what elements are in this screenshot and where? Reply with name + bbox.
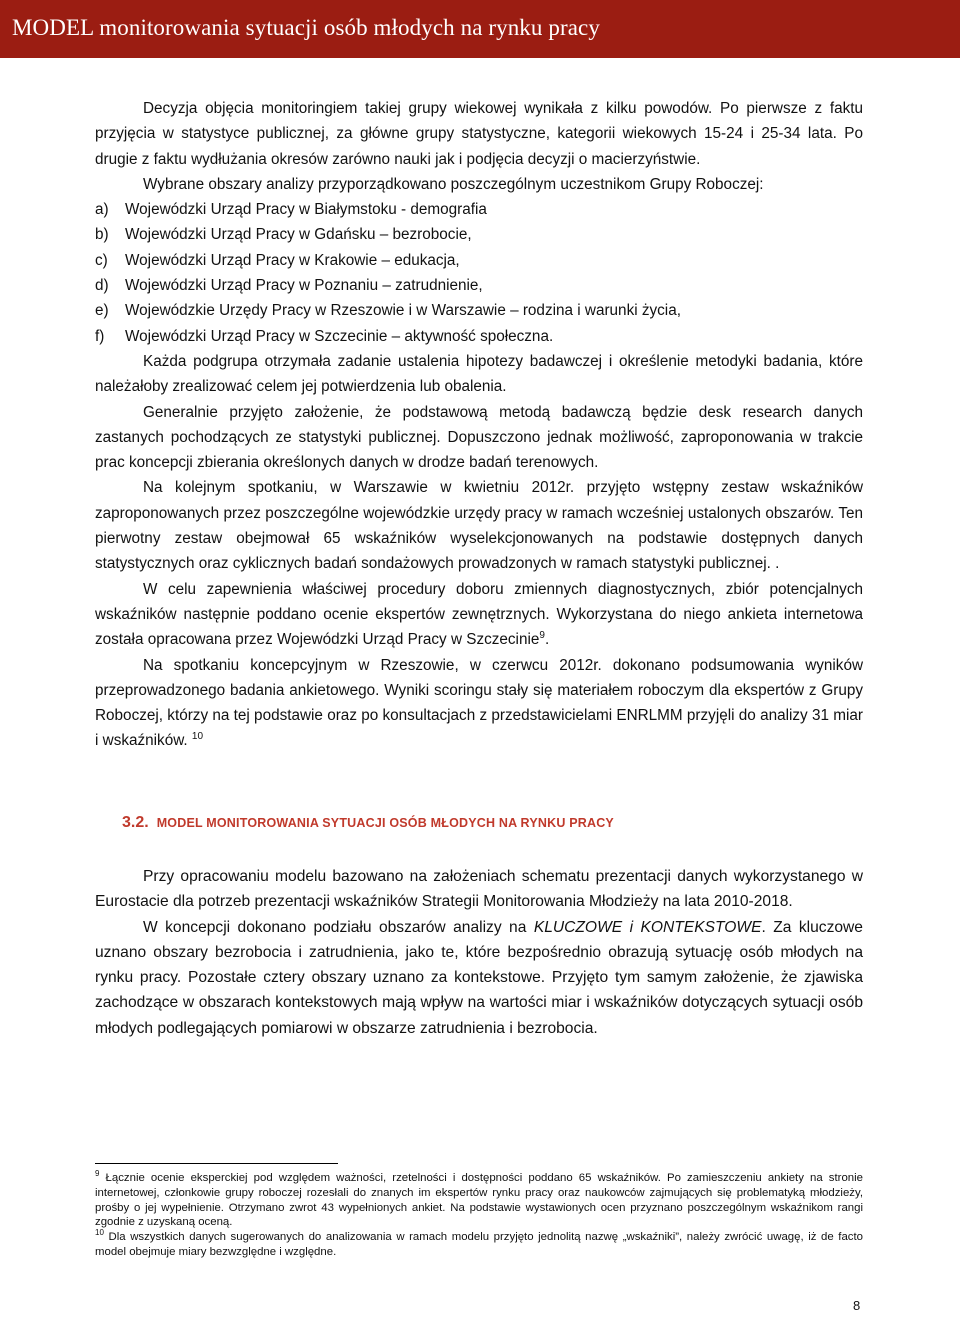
list-item-text: Wojewódzki Urząd Pracy w Poznaniu – zatrudnienie, xyxy=(125,277,483,295)
main-content xyxy=(95,96,863,754)
list-item-letter: a) xyxy=(95,201,109,219)
paragraph-expert-evaluation-text: W celu zapewnienia właściwej procedury doboru zmiennych diagnostycznych, zbiór potencjalnych wskaźników następnie poddano ocenie ekspertów zewnętrznych. Wykorzystana do niego ankieta internetowa została opracowana przez Wojewódzki Urząd Pracy w Szczecinie xyxy=(95,580,863,649)
footnote-number: 9 xyxy=(95,1169,100,1179)
paragraph-areas-end: . Za kluczowe uznano obszary bezrobocia i zatrudnienia, jako te, które bezpośrednio obrazują sytuację osób młodych na rynku pracy. Pozostałe cztery obszary uznano za kontekstowe. Przyjęto tym samym założenie, że zjawiska zachodzące w obszarach kontekstowych mają wpływ na wartości miar i wskaźników dotyczących sytuacji osób młodych podlegających pomiarowi w obszarze zatrudnienia i bezrobocia. xyxy=(95,918,863,1037)
keyword-kontekstowe: KONTEKSTOWE xyxy=(640,918,762,936)
keyword-kluczowe: KLUCZOWE xyxy=(533,918,623,936)
footnote-number: 10 xyxy=(95,1228,104,1238)
assignment-list xyxy=(95,197,863,349)
list-item-letter: e) xyxy=(95,302,109,320)
paragraph-eurostat: Przy opracowaniu modelu bazowano na założeniach schematu prezentacji danych wykorzystanego w Eurostacie dla potrzeb prezentacji wskaźników Strategii Monitorowania Młodzieży na lata 2010-2018. xyxy=(95,868,863,911)
list-item-letter: f) xyxy=(95,327,105,345)
footnote-9 xyxy=(95,1171,863,1230)
list-item xyxy=(95,273,863,298)
list-item xyxy=(95,197,863,222)
paragraph-desk-research: Generalnie przyjęto założenie, że podstawową metodą badawczą będzie desk research danych zastanych pochodzących ze statystyki publicznej. Dopuszczono jednak możliwość, zaproponowania w trakcie prac koncepcji zbierania określonych danych w drodze badań terenowych. xyxy=(95,403,863,472)
section-content xyxy=(95,864,863,1041)
section-heading xyxy=(122,814,614,832)
paragraph-intro-2: Wybrane obszary analizy przyporządkowano poszczególnym uczestnikom Grupy Roboczej: xyxy=(143,175,764,193)
list-item-text: Wojewódzki Urząd Pracy w Krakowie – edukacja, xyxy=(125,251,460,269)
list-item-letter: d) xyxy=(95,277,109,295)
footnote-text: Dla wszystkich danych sugerowanych do analizowania w ramach modelu przyjęto jednolitą nazwę „wskaźniki”, należy zwrócić uwagę, iż de facto model obejmuje miary bezwzględne i względne. xyxy=(95,1231,863,1258)
section-number: 3.2. xyxy=(122,814,149,831)
paragraph-expert-evaluation xyxy=(95,577,863,653)
header-bar xyxy=(0,0,960,58)
page-number: 8 xyxy=(853,1298,861,1313)
paragraph-hypothesis: Każda podgrupa otrzymała zadanie ustalenia hipotezy badawczej i określenie metodyki badania, które należałoby zrealizować celem jej potwierdzenia lub obalenia. xyxy=(95,352,863,396)
paragraph-intro-1: Decyzja objęcia monitoringiem takiej grupy wiekowej wynikała z kilku powodów. Po pierwsze z faktu przyjęcia w statystyce publicznej, za główne grupy statystyczne, kategorii wiekowych 15-24 i 25-34 lata. Po drugie z faktu wydłużania okresów zarówno nauki jak i podjęcia decyzji o macierzyństwie. xyxy=(95,100,863,168)
paragraph-rzeszow-meeting xyxy=(95,653,863,754)
paragraph-rzeszow-meeting-text: Na spotkaniu koncepcyjnym w Rzeszowie, w czerwcu 2012r. dokonano podsumowania wyników przeprowadzonego badania ankietowego. Wyniki scoringu stały się materiałem roboczym dla ekspertów z Grupy Roboczej, którzy na tej podstawie oraz po konsultacjach z przedstawicielami ENRLMM przyjęli do analizy 31 miar i wskaźników. xyxy=(95,656,863,750)
list-item-text: Wojewódzki Urząd Pracy w Białymstoku - demografia xyxy=(125,201,487,219)
footnote-10 xyxy=(95,1230,863,1260)
list-item xyxy=(95,248,863,273)
paragraph-areas-start: W koncepcji dokonano podziału obszarów analizy na xyxy=(143,918,534,936)
keyword-separator: i xyxy=(622,918,641,936)
section-title: MODEL MONITOROWANIA SYTUACJI OSÓB MŁODYCH NA RYNKU PRACY xyxy=(156,816,614,830)
list-item-letter: b) xyxy=(95,226,109,244)
footnote-separator xyxy=(95,1163,338,1164)
list-item xyxy=(95,324,863,349)
paragraph-expert-evaluation-end: . xyxy=(544,631,550,649)
list-item-text: Wojewódzkie Urzędy Pracy w Rzeszowie i w Warszawie – rodzina i warunki życia, xyxy=(125,302,681,320)
footnote-text: Łącznie ocenie eksperckiej pod względem ważności, rzetelności i dostępności poddano 65 wskaźników. Po zamieszczeniu ankiety na stronie internetowej, członkowie grupy roboczej rozesłali do znanych im ekspertów rynku pracy oraz naukowców zajmujących się problematyką młodzieży, prośby o jej wypełnienie. Otrzymano zwrot 43 wypełnionych ankiet. Na podstawie wystawionych ocen przyznano poszczególnym wskaźnikom rangi zgodnie z uzyskaną oceną. xyxy=(95,1172,863,1229)
list-item-text: Wojewódzki Urząd Pracy w Szczecinie – aktywność społeczna. xyxy=(125,327,554,345)
footnote-ref-9[interactable]: 9 xyxy=(539,630,545,642)
list-item-text: Wojewódzki Urząd Pracy w Gdańsku – bezrobocie, xyxy=(125,226,472,244)
list-item-letter: c) xyxy=(95,251,108,269)
paragraph-areas xyxy=(95,915,863,1041)
list-item xyxy=(95,222,863,247)
paragraph-warsaw-meeting: Na kolejnym spotkaniu, w Warszawie w kwietniu 2012r. przyjęto wstępny zestaw wskaźników zaproponowanych przez poszczególne wojewódzkie urzędy pracy w ramach wcześniej ustalonych obszarów. Ten pierwotny zestaw obejmował 65 wskaźników wyselekcjonowanych na podstawie dostępnych danych statystycznych oraz cyklicznych badań sondażowych prowadzonych w ramach statystyki publicznej. . xyxy=(95,479,863,573)
footnote-ref-10[interactable]: 10 xyxy=(191,731,204,743)
footnotes xyxy=(95,1171,863,1260)
list-item xyxy=(95,298,863,323)
header-title: MODEL monitorowania sytuacji osób młodych na rynku pracy xyxy=(12,15,600,40)
